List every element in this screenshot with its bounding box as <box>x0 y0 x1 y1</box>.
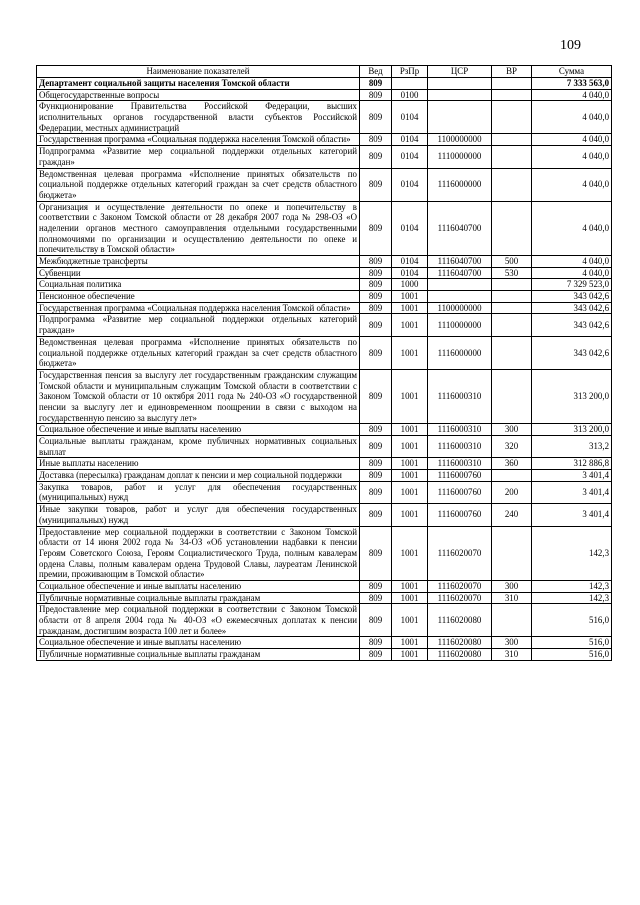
cell-vr: 300 <box>492 580 532 592</box>
cell-rzpr: 0104 <box>392 256 428 268</box>
cell-csr: 1116000000 <box>428 336 492 369</box>
cell-sum: 3 401,4 <box>532 470 612 482</box>
cell-sum: 313 200,0 <box>532 424 612 436</box>
cell-name: Подпрограмма «Развитие мер социальной поддержки отдельных категорий граждан» <box>37 314 360 336</box>
cell-csr: 1110000000 <box>428 146 492 168</box>
cell-csr <box>428 279 492 291</box>
cell-name: Департамент социальной защиты населения Томской области <box>37 78 360 90</box>
cell-vr: 310 <box>492 592 532 604</box>
cell-rzpr: 1001 <box>392 314 428 336</box>
cell-rzpr: 1001 <box>392 504 428 526</box>
cell-vr <box>492 291 532 303</box>
cell-csr <box>428 291 492 303</box>
table-row <box>37 314 612 336</box>
cell-rzpr: 1001 <box>392 637 428 649</box>
cell-name: Государственная пенсия за выслугу лет государственным гражданским служащим Томской области и муниципальным служащим Томской области в соответствии с Законом Томской области от 10 октября 2011 года № 240-ОЗ «О государственной пенсии за выслугу лет и единовременном поощрении в связи с выходом на государственную пенсию за выслугу лет» <box>37 369 360 423</box>
cell-csr: 1116000310 <box>428 458 492 470</box>
cell-ved: 809 <box>360 314 392 336</box>
cell-rzpr: 1001 <box>392 302 428 314</box>
cell-ved: 809 <box>360 168 392 201</box>
cell-vr: 300 <box>492 424 532 436</box>
cell-name: Государственная программа «Социальная поддержка населения Томской области» <box>37 302 360 314</box>
cell-name: Публичные нормативные социальные выплаты гражданам <box>37 592 360 604</box>
cell-sum: 3 401,4 <box>532 504 612 526</box>
cell-name: Социальные выплаты гражданам, кроме публичных нормативных социальных выплат <box>37 436 360 458</box>
cell-rzpr: 0104 <box>392 168 428 201</box>
cell-ved: 809 <box>360 649 392 661</box>
table-row <box>37 267 612 279</box>
cell-name: Межбюджетные трансферты <box>37 256 360 268</box>
cell-ved: 809 <box>360 436 392 458</box>
cell-csr: 1116020070 <box>428 580 492 592</box>
table-row <box>37 369 612 423</box>
cell-rzpr: 0100 <box>392 89 428 101</box>
table-row <box>37 302 612 314</box>
cell-sum: 4 040,0 <box>532 168 612 201</box>
cell-name: Ведомственная целевая программа «Исполнение принятых обязательств по социальной поддержке отдельных категорий граждан за счет средств областного бюджета» <box>37 336 360 369</box>
header-ved: Вед <box>360 66 392 78</box>
cell-rzpr: 1001 <box>392 424 428 436</box>
table-row <box>37 256 612 268</box>
cell-vr <box>492 101 532 134</box>
table-row <box>37 470 612 482</box>
cell-ved: 809 <box>360 146 392 168</box>
table-row <box>37 424 612 436</box>
cell-csr <box>428 101 492 134</box>
cell-ved: 809 <box>360 302 392 314</box>
cell-rzpr: 1001 <box>392 369 428 423</box>
cell-name: Социальная политика <box>37 279 360 291</box>
cell-vr: 530 <box>492 267 532 279</box>
cell-ved: 809 <box>360 101 392 134</box>
cell-sum: 142,3 <box>532 526 612 580</box>
cell-csr: 1116000760 <box>428 481 492 503</box>
table-row <box>37 504 612 526</box>
cell-sum: 516,0 <box>532 604 612 637</box>
table-row <box>37 592 612 604</box>
cell-sum: 142,3 <box>532 592 612 604</box>
cell-rzpr: 1001 <box>392 592 428 604</box>
cell-csr: 1116000310 <box>428 424 492 436</box>
cell-sum: 3 401,4 <box>532 481 612 503</box>
cell-vr <box>492 78 532 90</box>
cell-rzpr: 1001 <box>392 291 428 303</box>
cell-sum: 4 040,0 <box>532 267 612 279</box>
table-row <box>37 580 612 592</box>
cell-sum: 313 200,0 <box>532 369 612 423</box>
cell-sum: 7 329 523,0 <box>532 279 612 291</box>
cell-csr <box>428 89 492 101</box>
cell-rzpr: 0104 <box>392 201 428 255</box>
cell-ved: 809 <box>360 592 392 604</box>
cell-csr: 1116000310 <box>428 369 492 423</box>
cell-sum: 4 040,0 <box>532 146 612 168</box>
cell-rzpr: 1000 <box>392 279 428 291</box>
table-row <box>37 201 612 255</box>
cell-vr: 240 <box>492 504 532 526</box>
cell-name: Социальное обеспечение и иные выплаты населению <box>37 580 360 592</box>
cell-csr: 1116040700 <box>428 267 492 279</box>
cell-name: Общегосударственные вопросы <box>37 89 360 101</box>
cell-rzpr <box>392 78 428 90</box>
cell-vr: 310 <box>492 649 532 661</box>
cell-rzpr: 0104 <box>392 101 428 134</box>
cell-vr <box>492 526 532 580</box>
cell-csr: 1110000000 <box>428 314 492 336</box>
cell-rzpr: 0104 <box>392 267 428 279</box>
budget-table <box>36 65 612 661</box>
cell-sum: 343 042,6 <box>532 336 612 369</box>
cell-name: Ведомственная целевая программа «Исполнение принятых обязательств по социальной поддержке отдельных категорий граждан за счет средств областного бюджета» <box>37 168 360 201</box>
cell-sum: 312 886,8 <box>532 458 612 470</box>
cell-vr <box>492 369 532 423</box>
cell-name: Доставка (пересылка) гражданам доплат к пенсии и мер социальной поддержки <box>37 470 360 482</box>
cell-vr <box>492 279 532 291</box>
cell-ved: 809 <box>360 336 392 369</box>
table-row <box>37 101 612 134</box>
cell-sum: 4 040,0 <box>532 201 612 255</box>
cell-name: Подпрограмма «Развитие мер социальной поддержки отдельных категорий граждан» <box>37 146 360 168</box>
cell-name: Иные закупки товаров, работ и услуг для обеспечения государственных (муниципальных) нужд <box>37 504 360 526</box>
cell-ved: 809 <box>360 134 392 146</box>
cell-csr: 1116040700 <box>428 256 492 268</box>
cell-name: Организация и осуществление деятельности по опеке и попечительству в соответствии с Законом Томской области от 28 декабря 2007 года № 298-ОЗ «О наделении органов местного самоуправления отдельными государственными полномочиями по организации и осуществлению деятельности по опеке и попечительству в Томской области» <box>37 201 360 255</box>
table-row <box>37 458 612 470</box>
header-sum: Сумма <box>532 66 612 78</box>
table-row <box>37 89 612 101</box>
cell-csr: 1116000000 <box>428 168 492 201</box>
cell-ved: 809 <box>360 78 392 90</box>
table-row <box>37 134 612 146</box>
cell-rzpr: 1001 <box>392 458 428 470</box>
table-row <box>37 436 612 458</box>
table-row <box>37 336 612 369</box>
cell-rzpr: 0104 <box>392 146 428 168</box>
header-name: Наименование показателей <box>37 66 360 78</box>
cell-vr <box>492 302 532 314</box>
cell-rzpr: 1001 <box>392 649 428 661</box>
cell-sum: 343 042,6 <box>532 291 612 303</box>
cell-sum: 7 333 563,0 <box>532 78 612 90</box>
cell-csr: 1116020070 <box>428 526 492 580</box>
table-row <box>37 291 612 303</box>
cell-csr: 1116000760 <box>428 504 492 526</box>
cell-sum: 142,3 <box>532 580 612 592</box>
cell-sum: 343 042,6 <box>532 314 612 336</box>
cell-sum: 4 040,0 <box>532 89 612 101</box>
cell-ved: 809 <box>360 267 392 279</box>
cell-ved: 809 <box>360 580 392 592</box>
cell-csr: 1100000000 <box>428 302 492 314</box>
cell-sum: 4 040,0 <box>532 256 612 268</box>
page-number: 109 <box>560 38 581 53</box>
cell-rzpr: 1001 <box>392 336 428 369</box>
cell-name: Функционирование Правительства Российской Федерации, высших исполнительных органов государственной власти субъектов Российской Федерации, местных администраций <box>37 101 360 134</box>
cell-csr: 1116000760 <box>428 470 492 482</box>
cell-vr <box>492 168 532 201</box>
table-row <box>37 526 612 580</box>
header-vr: ВР <box>492 66 532 78</box>
cell-rzpr: 1001 <box>392 436 428 458</box>
table-row <box>37 78 612 90</box>
cell-rzpr: 1001 <box>392 604 428 637</box>
cell-name: Публичные нормативные социальные выплаты гражданам <box>37 649 360 661</box>
cell-vr <box>492 146 532 168</box>
cell-ved: 809 <box>360 470 392 482</box>
table-row <box>37 649 612 661</box>
table-row <box>37 279 612 291</box>
cell-vr <box>492 134 532 146</box>
table-row <box>37 604 612 637</box>
header-csr: ЦСР <box>428 66 492 78</box>
cell-vr: 300 <box>492 637 532 649</box>
cell-rzpr: 0104 <box>392 134 428 146</box>
cell-vr <box>492 470 532 482</box>
cell-sum: 4 040,0 <box>532 134 612 146</box>
cell-csr: 1100000000 <box>428 134 492 146</box>
cell-ved: 809 <box>360 291 392 303</box>
cell-vr: 360 <box>492 458 532 470</box>
table-row <box>37 168 612 201</box>
cell-vr <box>492 336 532 369</box>
cell-rzpr: 1001 <box>392 481 428 503</box>
cell-sum: 516,0 <box>532 649 612 661</box>
cell-name: Иные выплаты населению <box>37 458 360 470</box>
table-row <box>37 146 612 168</box>
cell-rzpr: 1001 <box>392 580 428 592</box>
cell-name: Закупка товаров, работ и услуг для обеспечения государственных (муниципальных) нужд <box>37 481 360 503</box>
cell-name: Предоставление мер социальной поддержки в соответствии с Законом Томской области от 14 июня 2002 года № 34-ОЗ «Об установлении надбавки к пенсии Героям Советского Союза, Героям Социалистического Труда, полным кавалерам ордена Славы, полным кавалерам ордена Трудовой Славы, лауреатам Ленинской премии, проживающим в Томской области» <box>37 526 360 580</box>
cell-ved: 809 <box>360 481 392 503</box>
cell-name: Социальное обеспечение и иные выплаты населению <box>37 637 360 649</box>
cell-name: Субвенции <box>37 267 360 279</box>
cell-name: Социальное обеспечение и иные выплаты населению <box>37 424 360 436</box>
cell-ved: 809 <box>360 504 392 526</box>
cell-ved: 809 <box>360 201 392 255</box>
cell-ved: 809 <box>360 424 392 436</box>
cell-sum: 4 040,0 <box>532 101 612 134</box>
cell-csr: 1116020080 <box>428 604 492 637</box>
cell-rzpr: 1001 <box>392 470 428 482</box>
cell-csr <box>428 78 492 90</box>
cell-sum: 516,0 <box>532 637 612 649</box>
cell-vr: 500 <box>492 256 532 268</box>
table-row <box>37 481 612 503</box>
cell-csr: 1116040700 <box>428 201 492 255</box>
cell-sum: 343 042,6 <box>532 302 612 314</box>
cell-vr <box>492 314 532 336</box>
header-rzpr: РзПр <box>392 66 428 78</box>
cell-vr: 200 <box>492 481 532 503</box>
cell-ved: 809 <box>360 637 392 649</box>
cell-csr: 1116020080 <box>428 637 492 649</box>
cell-csr: 1116020070 <box>428 592 492 604</box>
cell-vr <box>492 201 532 255</box>
cell-ved: 809 <box>360 279 392 291</box>
cell-name: Предоставление мер социальной поддержки в соответствии с Законом Томской области от 8 апреля 2004 года № 40-ОЗ «О ежемесячных доплатах к пенсии гражданам, достигшим возраста 100 лет и более» <box>37 604 360 637</box>
cell-name: Государственная программа «Социальная поддержка населения Томской области» <box>37 134 360 146</box>
table-header-row <box>37 66 612 78</box>
cell-csr: 1116020080 <box>428 649 492 661</box>
cell-ved: 809 <box>360 256 392 268</box>
cell-name: Пенсионное обеспечение <box>37 291 360 303</box>
cell-vr: 320 <box>492 436 532 458</box>
cell-ved: 809 <box>360 604 392 637</box>
cell-sum: 313,2 <box>532 436 612 458</box>
cell-vr <box>492 604 532 637</box>
cell-rzpr: 1001 <box>392 526 428 580</box>
cell-ved: 809 <box>360 526 392 580</box>
cell-ved: 809 <box>360 369 392 423</box>
cell-csr: 1116000310 <box>428 436 492 458</box>
cell-ved: 809 <box>360 458 392 470</box>
cell-ved: 809 <box>360 89 392 101</box>
table-row <box>37 637 612 649</box>
cell-vr <box>492 89 532 101</box>
